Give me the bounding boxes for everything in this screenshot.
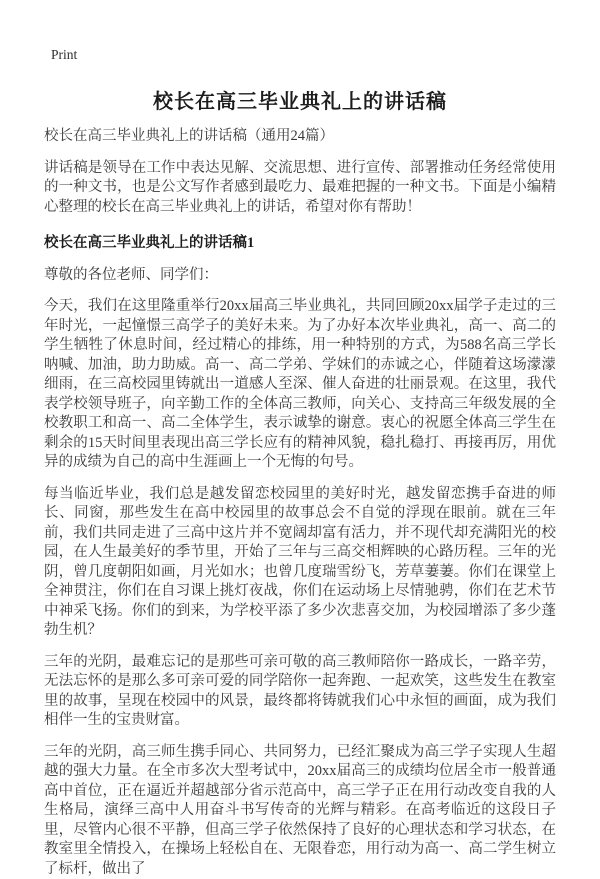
- speech-paragraph: 今天，我们在这里隆重举行20xx届高三毕业典礼，共同回顾20xx届学子走过的三年时光，一起憧憬三高学子的美好未来。为了办好本次毕业典礼，高一、高二的学生牺牲了休息时间，经过精心的排练，用一种特别的方式，为588名高三学长呐喊、加油，助力助威。高一、高二学弟、学妹们的赤诚之心，伴随着这场濛濛细雨，在三高校园里铸就出一道感人至深、催人奋进的壮丽景观。在这里，我代表学校领导班子，向辛勤工作的全体高三教师，向关心、支持高三年级发展的全校教职工和高一、高二全体学生，表示诚挚的谢意。衷心的祝愿全体高三学生在剩余的15天时间里表现出高三学长应有的精神风貌，稳扎稳打、再接再厉，用优异的成绩为自己的高中生涯画上一个无悔的句号。: [44, 297, 556, 473]
- speech-paragraph: 每当临近毕业，我们总是越发留恋校园里的美好时光，越发留恋携手奋进的师长、同窗，那些发生在高中校园里的故事总会不自觉的浮现在眼前。就在三年前，我们共同走进了三高中这片并不宽阔却富有活力，并不现代却充满阳光的校园，在人生最美好的季节里，开始了三年与三高交相辉映的心路历程。三年的光阴，曾几度朝阳如画，月光如水；也曾几度瑞雪纷飞，芳草萋萋。你们在课堂上全神贯注，你们在自习课上挑灯夜战，你们在运动场上尽情驰骋，你们在艺术节中神采飞扬。你们的到来，为学校平添了多少次悲喜交加，为校园增添了多少蓬勃生机？: [44, 485, 556, 641]
- salutation-line: 尊敬的各位老师、同学们：: [44, 266, 556, 286]
- intro-paragraph: 讲话稿是领导在工作中表达见解、交流思想、进行宣传、部署推动任务经常使用的一种文书，也是公文写作者感到最吃力、最难把握的一种文书。下面是小编精心整理的校长在高三毕业典礼上的讲话，希望对你有帮助！: [44, 159, 556, 218]
- speech-paragraph: 三年的光阴，最难忘记的是那些可亲可敬的高三教师陪你一路成长，一路辛劳，无法忘怀的是那么多可亲可爱的同学陪你一起奔跑、一起欢笑，这些发生在教室里的故事，呈现在校园中的风景，最终都将铸就我们心中永恒的画面，成为我们相伴一生的宝贵财富。: [44, 653, 556, 731]
- print-link[interactable]: Print: [51, 47, 77, 62]
- speech-paragraph: 三年的光阴，高三师生携手同心、共同努力，已经汇聚成为高三学子实现人生超越的强大力量。在全市多次大型考试中，20xx届高三的成绩均位居全市一般普通高中首位，正在逼近并超越部分省示范高中，高三学子正在用行动改变自我的人生格局，演绎三高中人用奋斗书写传奇的光辉与精彩。在高考临近的这段日子里，尽管内心很不平静，但高三学子依然保持了良好的心理状态和学习状态，在教室里全情投入，在操场上轻松自在、无限眷恋，用行动为高一、高二学生树立了标杆，做出了: [44, 743, 556, 879]
- page-title: 校长在高三毕业典礼上的讲话稿: [44, 89, 556, 115]
- article-subtitle: 校长在高三毕业典礼上的讲话稿（通用24篇）: [44, 127, 556, 147]
- section-heading: 校长在高三毕业典礼上的讲话稿1: [44, 234, 556, 254]
